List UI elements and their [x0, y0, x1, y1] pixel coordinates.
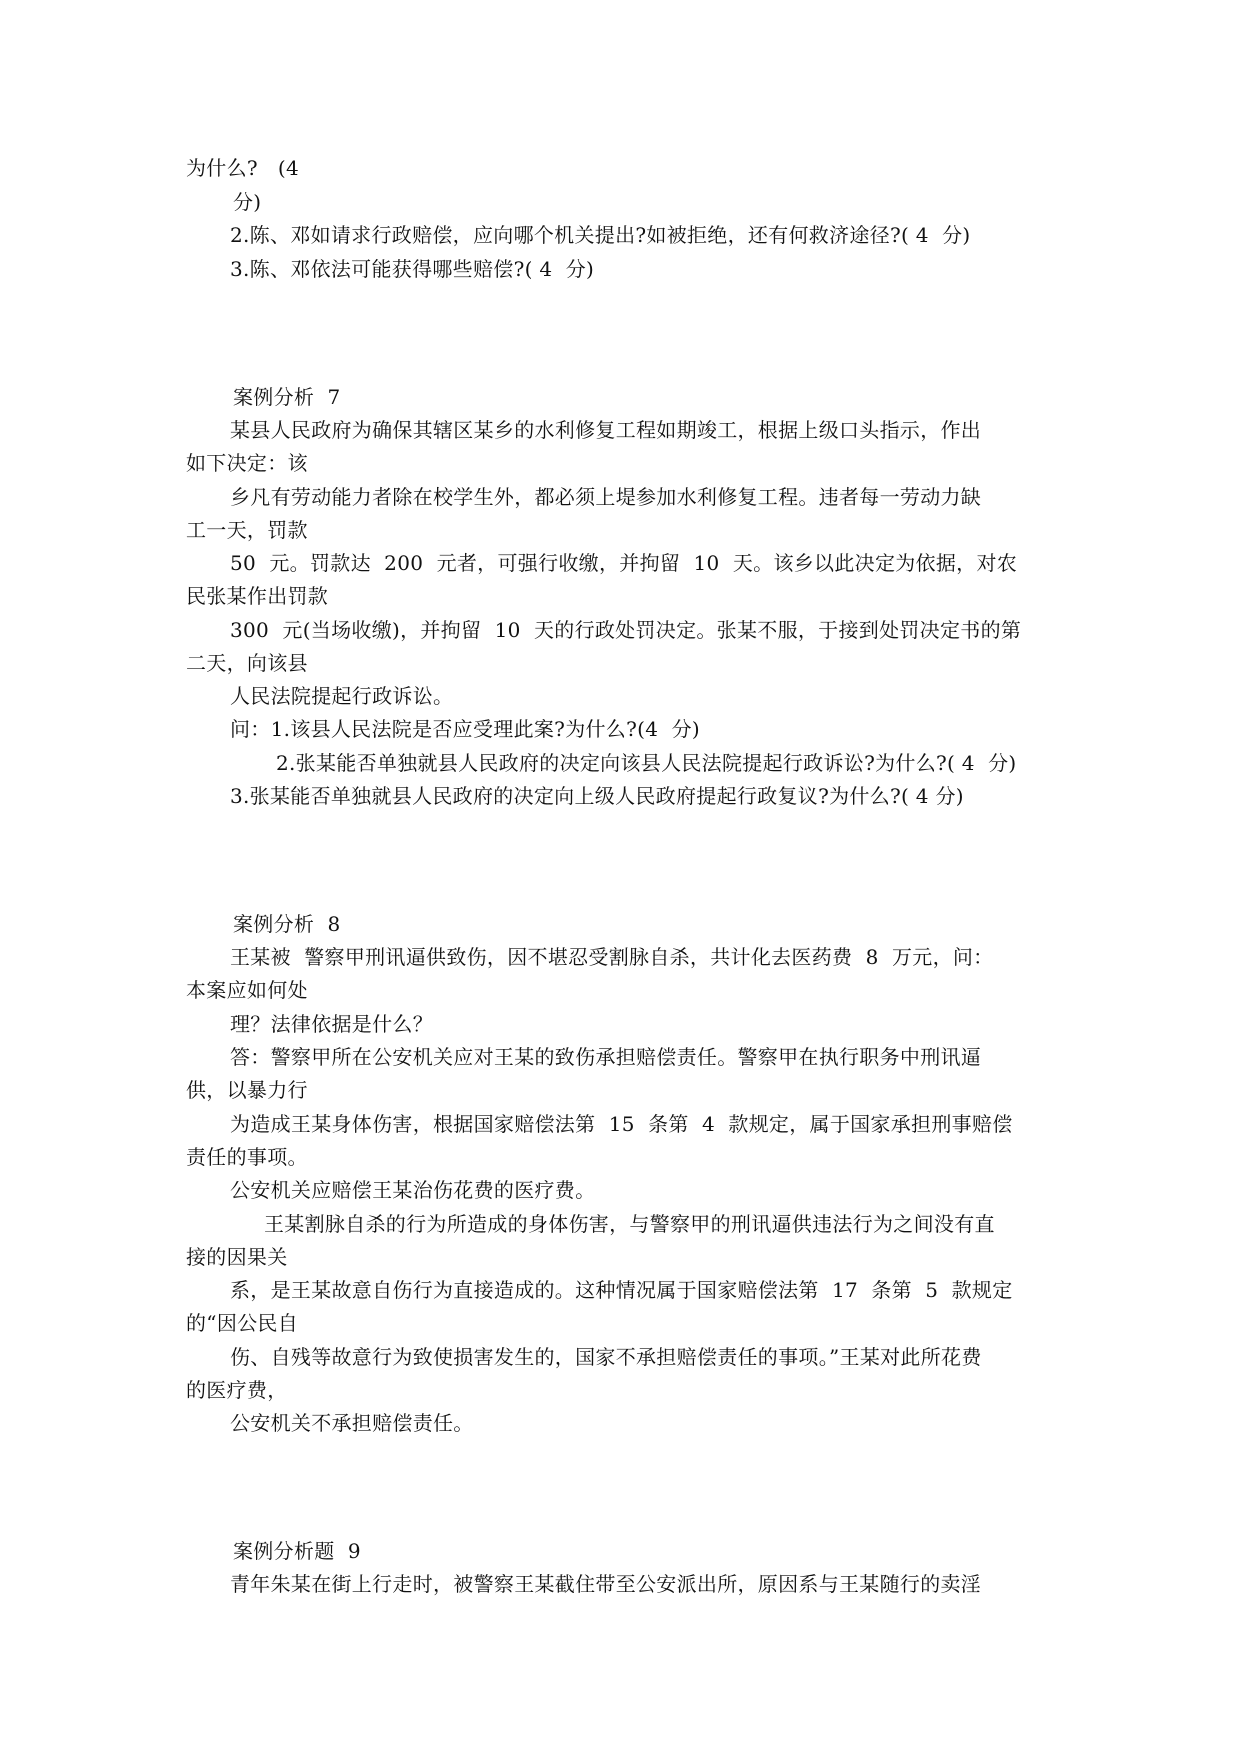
text-line: 民张某作出罚款 — [186, 584, 329, 608]
text-line: 为什么? (4 — [186, 156, 300, 180]
text-line: 如下决定：该 — [186, 451, 308, 475]
text-line: 人民法院提起行政诉讼。 — [230, 684, 454, 708]
text-line: 乡凡有劳动能力者除在校学生外，都必须上堤参加水利修复工程。违者每一劳动力缺 — [230, 485, 982, 509]
text-line: 50 元。罚款达 200 元者，可强行收缴，并拘留 10 天。该乡以此决定为依据，对农 — [230, 551, 1018, 575]
case-heading-8: 案例分析 8 — [233, 912, 341, 936]
text-line: 300 元(当场收缴)，并拘留 10 天的行政处罚决定。张某不服，于接到处罚决定书的第 — [230, 618, 1022, 642]
text-line: 本案应如何处 — [186, 978, 308, 1002]
question-line: 2.张某能否单独就县人民政府的决定向该县人民法院提起行政诉讼?为什么?( 4 分) — [276, 751, 1017, 775]
case-heading-9: 案例分析题 9 — [233, 1539, 361, 1563]
text-line: 伤、自残等故意行为致使损害发生的，国家不承担赔偿责任的事项。”王某对此所花费 — [230, 1345, 982, 1369]
text-line: 的“因公民自 — [186, 1311, 299, 1335]
text-line: 接的因果关 — [186, 1245, 288, 1269]
text-line: 系，是王某故意自伤行为直接造成的。这种情况属于国家赔偿法第 17 条第 5 款规定 — [230, 1278, 1013, 1302]
text-line: 二天，向该县 — [186, 651, 308, 675]
text-line: 工一天，罚款 — [186, 518, 308, 542]
text-line: 公安机关应赔偿王某治伤花费的医疗费。 — [230, 1178, 596, 1202]
case-heading-7: 案例分析 7 — [233, 385, 341, 409]
question-line: 3.张某能否单独就县人民政府的决定向上级人民政府提起行政复议?为什么?( 4 分) — [230, 784, 964, 808]
text-line: 某县人民政府为确保其辖区某乡的水利修复工程如期竣工，根据上级口头指示，作出 — [230, 418, 982, 442]
question-line: 问：1.该县人民法院是否应受理此案?为什么?(4 分) — [230, 717, 700, 741]
text-line: 王某被 警察甲刑讯逼供致伤，因不堪忍受割脉自杀，共计化去医药费 8 万元，问： — [230, 945, 994, 969]
text-line: 为造成王某身体伤害，根据国家赔偿法第 15 条第 4 款规定，属于国家承担刑事赔偿 — [230, 1112, 1013, 1136]
text-line: 王某割脉自杀的行为所造成的身体伤害，与警察甲的刑讯逼供违法行为之间没有直 — [264, 1212, 995, 1236]
text-line: 供，以暴力行 — [186, 1078, 308, 1102]
text-line: 青年朱某在街上行走时，被警察王某截住带至公安派出所，原因系与王某随行的卖淫 — [230, 1572, 982, 1596]
text-line: 答：警察甲所在公安机关应对王某的致伤承担赔偿责任。警察甲在执行职务中刑讯逼 — [230, 1045, 982, 1069]
text-line: 理？法律依据是什么？ — [230, 1012, 433, 1036]
text-line: 3.陈、邓依法可能获得哪些赔偿?( 4 分) — [230, 257, 595, 281]
text-line: 的医疗费， — [186, 1378, 288, 1402]
text-line: 2.陈、邓如请求行政赔偿，应向哪个机关提出?如被拒绝，还有何救济途径?( 4 分) — [230, 223, 971, 247]
text-line: 分) — [233, 190, 262, 214]
text-line: 责任的事项。 — [186, 1145, 308, 1169]
text-line: 公安机关不承担赔偿责任。 — [230, 1411, 474, 1435]
